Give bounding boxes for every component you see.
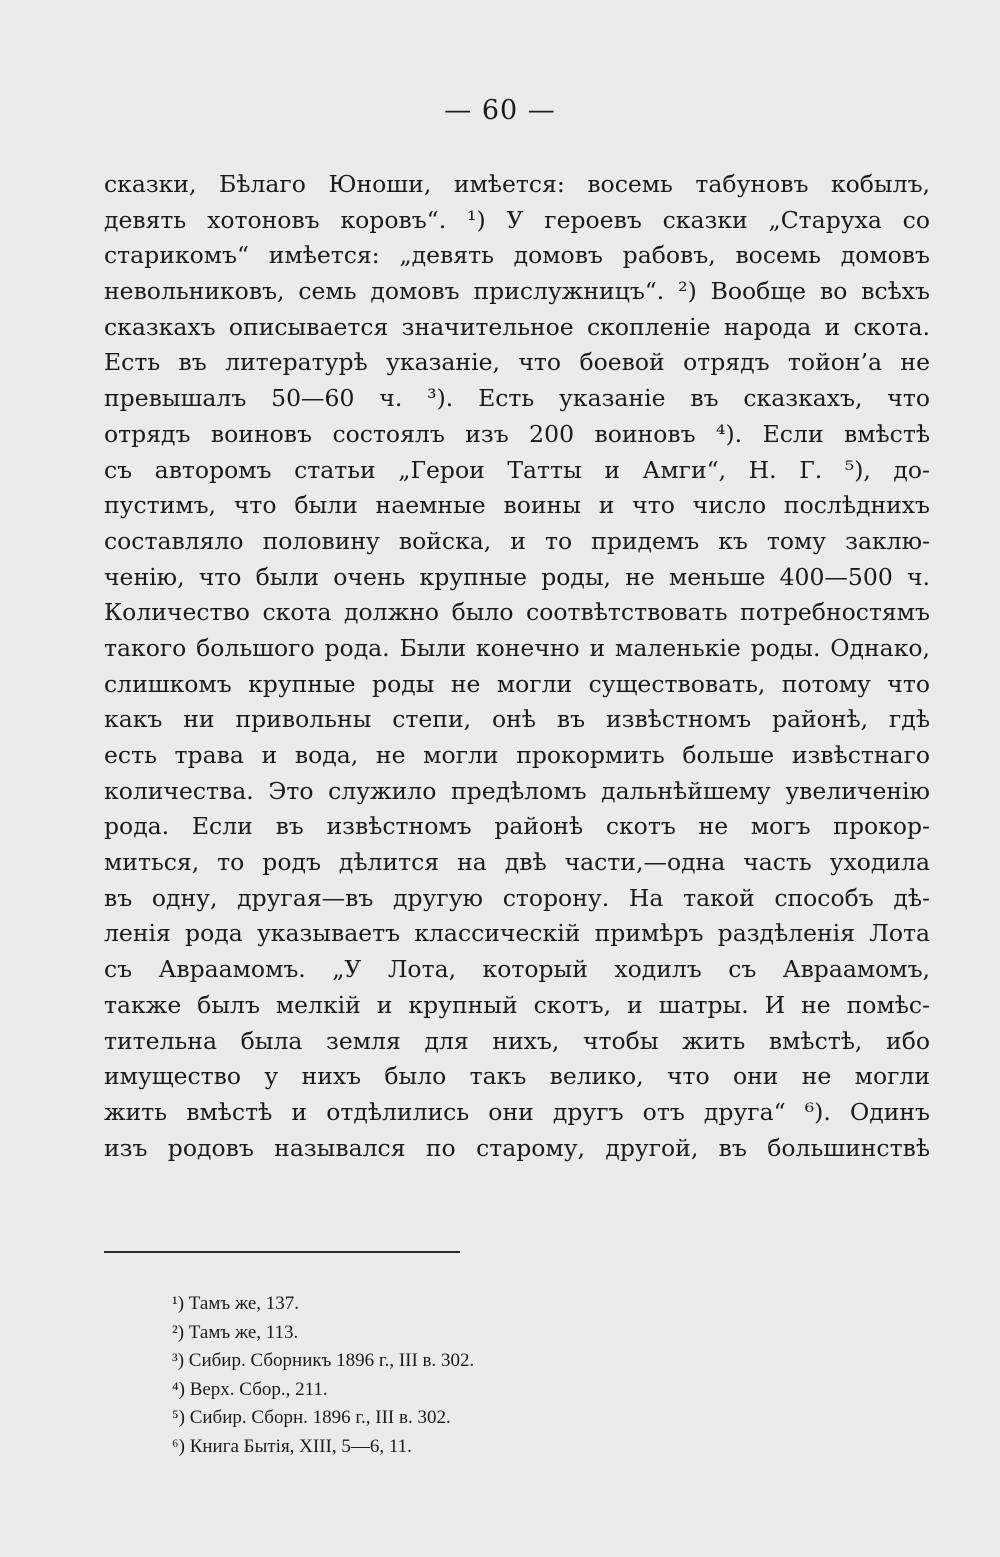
footnote: ⁴) Верх. Сбор., 211. (172, 1378, 328, 1400)
text-line: какъ ни привольны степи, онѣ въ извѣстномъ районѣ, гдѣ (104, 705, 930, 734)
text-line: ленія рода указываетъ классическій примѣръ раздѣленія Лота (104, 919, 930, 948)
text-line: съ авторомъ статьи „Герои Татты и Амги“, Н. Г. ⁵), до- (104, 455, 930, 484)
text-line: Количество скота должно было соотвѣтствовать потребностямъ (104, 598, 930, 627)
text-line: миться, то родъ дѣлится на двѣ части,—одна часть уходила (104, 848, 930, 877)
text-line: ченію, что были очень крупные роды, не меньше 400—500 ч. (104, 562, 930, 591)
text-line: девять хотоновъ коровъ“. ¹) У героевъ сказки „Старуха со (104, 205, 930, 234)
footnote: ³) Сибир. Сборникъ 1896 г., III в. 302. (172, 1350, 475, 1372)
page-number: — 60 — (444, 95, 556, 126)
footnote: ²) Тамъ же, 113. (172, 1321, 299, 1343)
text-line: превышалъ 50—60 ч. ³). Есть указаніе въ сказкахъ, что (104, 384, 930, 413)
text-line: пустимъ, что были наемные воины и что число послѣднихъ (104, 491, 930, 520)
footnote-divider (104, 1251, 460, 1253)
text-line: также былъ мелкій и крупный скотъ, и шатры. И не помѣс- (104, 990, 930, 1019)
text-line: составляло половину войска, и то придемъ къ тому заклю- (104, 526, 930, 555)
text-line: есть трава и вода, не могли прокормить больше извѣстнаго (104, 741, 930, 769)
text-line: имущество у нихъ было такъ велико, что они не могли (104, 1062, 930, 1091)
text-line: жить вмѣстѣ и отдѣлились они другъ отъ друга“ ⁶). Одинъ (104, 1097, 930, 1126)
text-line: рода. Если въ извѣстномъ районѣ скотъ не могъ прокор- (104, 812, 930, 841)
footnote: ⁵) Сибир. Сборн. 1896 г., III в. 302. (172, 1407, 451, 1429)
text-line: слишкомъ крупные роды не могли существовать, потому что (104, 669, 930, 698)
footnotes (172, 1290, 772, 1462)
footnote: ⁶) Книга Бытія, XIII, 5—6, 11. (172, 1435, 412, 1457)
text-line: такого большого рода. Были конечно и маленькіе роды. Однако, (104, 633, 930, 662)
text-line: съ Авраамомъ. „У Лота, который ходилъ съ Авраамомъ, (104, 955, 930, 984)
footnote: ¹) Тамъ же, 137. (172, 1293, 299, 1314)
text-line: Есть въ литературѣ указаніе, что боевой отрядъ тойон’а не (104, 348, 930, 377)
text-line: тительна была земля для нихъ, чтобы жить вмѣстѣ, ибо (104, 1026, 930, 1055)
text-line: въ одну, другая—въ другую сторону. На такой способъ дѣ- (104, 883, 930, 912)
text-line: старикомъ“ имѣется: „девять домовъ рабовъ, восемь домовъ (104, 241, 930, 270)
text-line: количества. Это служило предѣломъ дальнѣйшему увеличенію (104, 776, 930, 805)
text-line: отрядъ воиновъ состоялъ изъ 200 воиновъ ⁴). Если вмѣстѣ (104, 419, 930, 448)
text-line: сказки, Бѣлаго Юноши, имѣется: восемь табуновъ кобылъ, (104, 170, 930, 198)
text-line: сказкахъ описывается значительное скопленіе народа и скота. (104, 312, 930, 341)
body-text (104, 167, 930, 1166)
text-line: изъ родовъ назывался по старому, другой, въ большинствѣ (104, 1133, 930, 1162)
text-line: невольниковъ, семь домовъ прислужницъ“. ²) Вообще во всѣхъ (104, 277, 930, 306)
